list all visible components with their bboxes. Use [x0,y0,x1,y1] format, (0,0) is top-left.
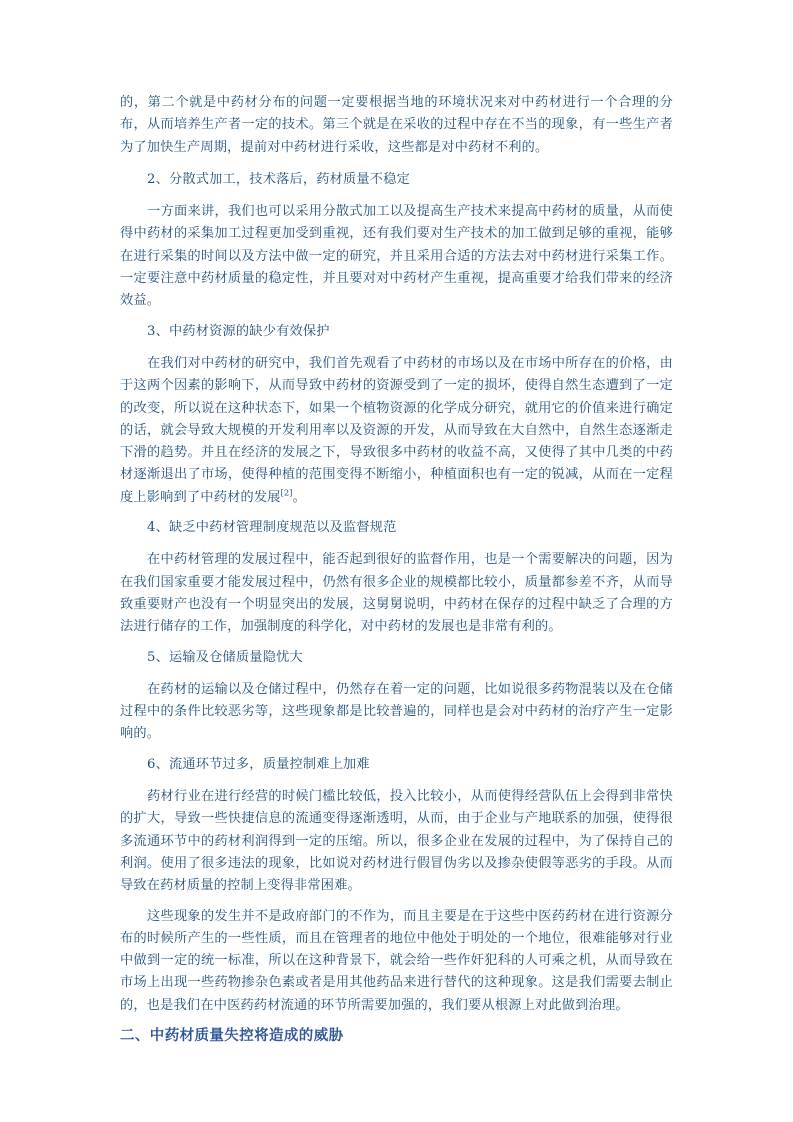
section-heading-2: 二、中药材质量失控将造成的威胁 [120,1027,344,1044]
subheading-4: 4、缺乏中药材管理制度规范以及监督规范 [147,520,397,536]
document-body [120,92,673,1047]
paragraph-transport: 在药材的运输以及仓储过程中，仍然存在着一定的问题，比如说很多药物混装以及在仓储过程中的条件比较恶劣等，这些现象都是比较普遍的，同样也是会对中药材的治疗产生一定影响的。 [120,681,673,742]
paragraph-phenomena: 这些现象的发生并不是政府部门的不作为，而且主要是在于这些中医药药材在进行资源分布的时候所产生的一些性质，而且在管理者的地位中他处于明处的一个地位，很难能够对行业中做到一定的统一标准，所以在这种背景下，就会给一些作奸犯科的人可乘之机，从而导致在市场上出现一些药物掺杂色素或者是用其他药品来进行替代的这种现象。这是我们需要去制止的，也是我们在中医药药材流通的环节所需要加强的，我们要从根源上对此做到治理。 [120,908,673,1013]
paragraph-resource-protection [120,353,673,509]
citation-ref: [2] [280,488,293,498]
paragraph-resource-end: 。 [292,489,306,505]
subheading-2: 2、分散式加工，技术落后，药材质量不稳定 [147,171,410,187]
subheading-6: 6、流通环节过多，质量控制难上加难 [147,756,370,772]
subheading-3: 3、中药材资源的缺少有效保护 [147,323,330,339]
paragraph-processing: 一方面来讲，我们也可以采用分散式加工以及提高生产技术来提高中药材的质量，从而使得中药材的采集加工过程更加受到重视，还有我们要对生产技术的加工做到足够的重视，能够在进行采集的时间以及方法中做一定的研究，并且采用合适的方法去对中药材进行采集工作。一定要注意中药材质量的稳定性，并且要对对中药材产生重视，提高重要才给我们带来的经济效益。 [120,204,673,309]
paragraph-circulation: 药材行业在进行经营的时候门槛比较低，投入比较小，从而使得经营队伍上会得到非常快的扩大，导致一些快捷信息的流通变得逐渐透明，从而，由于企业与产地联系的加强，使得很多流通环节中的药材利润得到一定的压缩。所以，很多企业在发展的过程中，为了保持自己的利润。使用了很多违法的现象，比如说对药材进行假冒伪劣以及掺杂使假等恶劣的手段。从而导致在药材质量的控制上变得非常困难。 [120,789,673,894]
paragraph-resource-text: 在我们对中药材的研究中，我们首先观看了中药材的市场以及在市场中所存在的价格，由于这两个因素的影响下，从而导致中药材的资源受到了一定的损坏，使得自然生态遭到了一定的改变，所以说在这种状态下，如果一个植物资源的化学成分研究，就用它的价值来进行确定的话，就会导致大规模的开发利用率以及资源的开发，从而导致在大自然中，自然生态逐渐走下滑的趋势。并且在经济的发展之下，导致很多中药材的收益不高，又使得了其中几类的中药材逐渐退出了市场，使得种植的范围变得不断缩小，种植面积也有一定的锐减，从而在一定程度上影响到了中药材的发展 [120,355,673,505]
subheading-5: 5、运输及仓储质量隐忧大 [147,649,303,665]
paragraph-management: 在中药材管理的发展过程中，能否起到很好的监督作用，也是一个需要解决的问题，因为在我们国家重要才能发展过程中，仍然有很多企业的规模都比较小，质量都参差不齐，从而导致重要财产也没有一个明显突出的发展，这舅舅说明，中药材在保存的过程中缺乏了合理的方法进行储存的工作，加强制度的科学化，对中药材的发展也是非常有利的。 [120,552,673,635]
paragraph-continuation: 的，第二个就是中药材分布的问题一定要根据当地的环境状况来对中药材进行一个合理的分布，从而培养生产者一定的技术。第三个就是在采收的过程中存在不当的现象，有一些生产者为了加快生产周期，提前对中药材进行采收，这些都是对中药材不利的。 [120,95,673,155]
